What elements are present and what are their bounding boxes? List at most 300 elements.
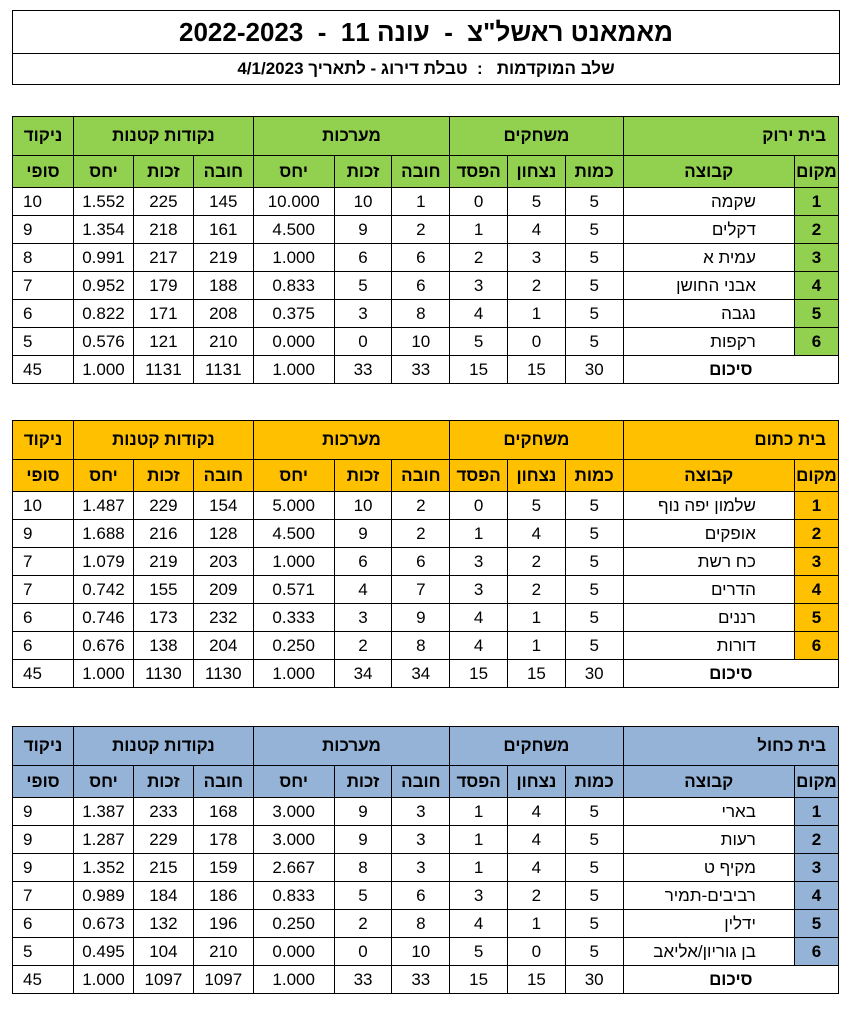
- sets-against-cell: 9: [334, 798, 392, 826]
- points-against-header: זכות: [133, 156, 193, 188]
- sets-ratio-cell: 0.571: [253, 576, 334, 604]
- played-header: כמות: [565, 460, 623, 492]
- lost-cell: 0: [450, 492, 508, 520]
- team-name-cell: ידלין: [623, 910, 794, 938]
- table-row: [13, 244, 839, 272]
- lost-cell: 3: [450, 576, 508, 604]
- points-against-header: זכות: [133, 766, 193, 798]
- final-score-cell: 8: [13, 244, 74, 272]
- team-name-cell: נגבה: [623, 300, 794, 328]
- team-name-cell: עמית א: [623, 244, 794, 272]
- sets-ratio-header: יחס: [253, 766, 334, 798]
- points-ratio-cell: 1.387: [74, 798, 134, 826]
- sets-ratio-cell: 3.000: [253, 798, 334, 826]
- won-header: נצחון: [508, 766, 566, 798]
- points-ratio-cell: 0.673: [74, 910, 134, 938]
- sets-ratio-header: יחס: [253, 156, 334, 188]
- lost-cell: 4: [450, 604, 508, 632]
- final-score-cell: 6: [13, 632, 74, 660]
- final-score-cell: 6: [13, 300, 74, 328]
- score-header-top: ניקוד: [13, 421, 74, 460]
- final-score-cell: 5: [13, 938, 74, 966]
- sets-for-cell: 6: [392, 244, 450, 272]
- total-sets-against-cell: 33: [334, 356, 392, 384]
- won-cell: 1: [508, 604, 566, 632]
- total-won-cell: 15: [508, 660, 566, 688]
- final-score-cell: 5: [13, 328, 74, 356]
- sets-for-cell: 3: [392, 826, 450, 854]
- won-header: נצחון: [508, 156, 566, 188]
- points-against-cell: 171: [133, 300, 193, 328]
- final-score-cell: 6: [13, 910, 74, 938]
- sets-against-cell: 5: [334, 272, 392, 300]
- points-for-cell: 128: [193, 520, 253, 548]
- page-title: מאמאנט ראשל"צ - עונה 11 - 2022-2023: [13, 11, 839, 54]
- points-against-cell: 217: [133, 244, 193, 272]
- sets-against-cell: 9: [334, 826, 392, 854]
- team-name-cell: רקפות: [623, 328, 794, 356]
- total-sets-ratio-cell: 1.000: [253, 966, 334, 994]
- total-label: סיכום: [623, 356, 838, 384]
- won-cell: 1: [508, 910, 566, 938]
- points-ratio-cell: 1.287: [74, 826, 134, 854]
- points-group-header: נקודות קטנות: [74, 421, 254, 460]
- won-cell: 5: [508, 188, 566, 216]
- points-against-cell: 233: [133, 798, 193, 826]
- team-name-cell: שלמון יפה נוף: [623, 492, 794, 520]
- total-lost-cell: 15: [450, 356, 508, 384]
- total-played-cell: 30: [565, 966, 623, 994]
- won-cell: 4: [508, 216, 566, 244]
- points-for-cell: 145: [193, 188, 253, 216]
- won-cell: 2: [508, 548, 566, 576]
- table-row: [13, 548, 839, 576]
- house-title: בית כתום: [623, 421, 838, 460]
- team-name-cell: דורות: [623, 632, 794, 660]
- table-row: [13, 328, 839, 356]
- sets-against-cell: 0: [334, 938, 392, 966]
- total-sets-for-cell: 33: [392, 966, 450, 994]
- score-header-bottom: סופי: [13, 156, 74, 188]
- sets-for-cell: 8: [392, 910, 450, 938]
- points-ratio-cell: 0.676: [74, 632, 134, 660]
- sets-against-cell: 4: [334, 576, 392, 604]
- won-cell: 0: [508, 938, 566, 966]
- sets-for-header: חובה: [392, 156, 450, 188]
- lost-header: הפסד: [450, 156, 508, 188]
- points-for-cell: 232: [193, 604, 253, 632]
- sets-for-cell: 6: [392, 882, 450, 910]
- points-for-cell: 168: [193, 798, 253, 826]
- total-points-against-cell: 1097: [133, 966, 193, 994]
- played-cell: 5: [565, 492, 623, 520]
- lost-cell: 5: [450, 328, 508, 356]
- sets-ratio-cell: 4.500: [253, 520, 334, 548]
- total-played-cell: 30: [565, 660, 623, 688]
- team-header: קבוצה: [623, 460, 794, 492]
- final-score-cell: 6: [13, 604, 74, 632]
- won-header: נצחון: [508, 460, 566, 492]
- lost-cell: 3: [450, 272, 508, 300]
- house-title: בית ירוק: [623, 117, 838, 156]
- total-sets-against-cell: 34: [334, 660, 392, 688]
- sets-ratio-cell: 0.000: [253, 328, 334, 356]
- sets-for-cell: 6: [392, 272, 450, 300]
- sets-ratio-cell: 0.333: [253, 604, 334, 632]
- points-ratio-cell: 0.989: [74, 882, 134, 910]
- played-cell: 5: [565, 244, 623, 272]
- sets-for-cell: 9: [392, 604, 450, 632]
- rank-cell: 2: [794, 826, 838, 854]
- total-points-for-cell: 1131: [193, 356, 253, 384]
- total-lost-cell: 15: [450, 660, 508, 688]
- lost-cell: 1: [450, 826, 508, 854]
- games-group-header: משחקים: [450, 421, 623, 460]
- table-row: [13, 604, 839, 632]
- score-header-bottom: סופי: [13, 460, 74, 492]
- points-ratio-cell: 1.079: [74, 548, 134, 576]
- won-cell: 4: [508, 520, 566, 548]
- points-for-cell: 178: [193, 826, 253, 854]
- team-header: קבוצה: [623, 766, 794, 798]
- played-cell: 5: [565, 632, 623, 660]
- points-ratio-cell: 1.352: [74, 854, 134, 882]
- sets-for-cell: 2: [392, 520, 450, 548]
- house-title: בית כחול: [623, 727, 838, 766]
- total-score-cell: 45: [13, 356, 74, 384]
- played-cell: 5: [565, 798, 623, 826]
- sets-against-cell: 6: [334, 548, 392, 576]
- lost-cell: 4: [450, 910, 508, 938]
- total-points-for-cell: 1130: [193, 660, 253, 688]
- total-sets-ratio-cell: 1.000: [253, 660, 334, 688]
- total-points-against-cell: 1131: [133, 356, 193, 384]
- sets-for-cell: 2: [392, 492, 450, 520]
- rank-cell: 3: [794, 854, 838, 882]
- final-score-cell: 10: [13, 188, 74, 216]
- rank-cell: 1: [794, 492, 838, 520]
- sets-against-header: זכות: [334, 460, 392, 492]
- sets-ratio-cell: 1.000: [253, 548, 334, 576]
- lost-cell: 4: [450, 300, 508, 328]
- points-ratio-cell: 0.576: [74, 328, 134, 356]
- total-sets-against-cell: 33: [334, 966, 392, 994]
- team-name-cell: דקלים: [623, 216, 794, 244]
- lost-header: הפסד: [450, 460, 508, 492]
- final-score-cell: 7: [13, 548, 74, 576]
- rank-cell: 4: [794, 576, 838, 604]
- played-cell: 5: [565, 548, 623, 576]
- table-row: [13, 938, 839, 966]
- team-name-cell: אבני החושן: [623, 272, 794, 300]
- points-ratio-cell: 0.746: [74, 604, 134, 632]
- points-ratio-cell: 0.495: [74, 938, 134, 966]
- won-cell: 4: [508, 854, 566, 882]
- lost-cell: 1: [450, 216, 508, 244]
- sets-ratio-cell: 0.833: [253, 272, 334, 300]
- rank-header: מקום: [794, 156, 838, 188]
- points-for-header: חובה: [193, 156, 253, 188]
- sets-ratio-cell: 0.250: [253, 632, 334, 660]
- won-cell: 3: [508, 244, 566, 272]
- table-row: [13, 854, 839, 882]
- lost-cell: 0: [450, 188, 508, 216]
- score-header-top: ניקוד: [13, 117, 74, 156]
- team-name-cell: רעות: [623, 826, 794, 854]
- standings-table: [12, 420, 839, 688]
- team-name-cell: מקיף ט: [623, 854, 794, 882]
- played-cell: 5: [565, 910, 623, 938]
- points-against-cell: 132: [133, 910, 193, 938]
- rank-cell: 5: [794, 300, 838, 328]
- points-for-cell: 219: [193, 244, 253, 272]
- sets-against-cell: 0: [334, 328, 392, 356]
- sets-for-cell: 8: [392, 632, 450, 660]
- lost-cell: 1: [450, 798, 508, 826]
- points-for-cell: 159: [193, 854, 253, 882]
- sets-group-header: מערכות: [253, 727, 449, 766]
- points-ratio-cell: 0.952: [74, 272, 134, 300]
- sets-ratio-cell: 5.000: [253, 492, 334, 520]
- played-cell: 5: [565, 882, 623, 910]
- team-name-cell: רננים: [623, 604, 794, 632]
- played-cell: 5: [565, 604, 623, 632]
- final-score-cell: 9: [13, 798, 74, 826]
- sets-for-cell: 10: [392, 938, 450, 966]
- lost-cell: 1: [450, 520, 508, 548]
- total-score-cell: 45: [13, 660, 74, 688]
- total-lost-cell: 15: [450, 966, 508, 994]
- played-header: כמות: [565, 766, 623, 798]
- total-row: [13, 356, 839, 384]
- sets-for-cell: 3: [392, 854, 450, 882]
- final-score-cell: 9: [13, 520, 74, 548]
- points-against-cell: 219: [133, 548, 193, 576]
- table-row: [13, 576, 839, 604]
- points-ratio-cell: 1.487: [74, 492, 134, 520]
- total-row: [13, 660, 839, 688]
- table-row: [13, 492, 839, 520]
- rank-cell: 1: [794, 798, 838, 826]
- points-against-cell: 225: [133, 188, 193, 216]
- final-score-cell: 9: [13, 854, 74, 882]
- table-row: [13, 798, 839, 826]
- total-won-cell: 15: [508, 966, 566, 994]
- won-cell: 2: [508, 576, 566, 604]
- games-group-header: משחקים: [450, 117, 623, 156]
- points-for-cell: 204: [193, 632, 253, 660]
- points-for-cell: 188: [193, 272, 253, 300]
- table-row: [13, 188, 839, 216]
- played-cell: 5: [565, 938, 623, 966]
- team-name-cell: בן גוריון/אליאב: [623, 938, 794, 966]
- table-row: [13, 826, 839, 854]
- total-sets-for-cell: 34: [392, 660, 450, 688]
- sets-ratio-cell: 0.833: [253, 882, 334, 910]
- team-name-cell: בארי: [623, 798, 794, 826]
- final-score-cell: 7: [13, 882, 74, 910]
- points-for-cell: 154: [193, 492, 253, 520]
- sets-ratio-cell: 0.375: [253, 300, 334, 328]
- played-cell: 5: [565, 826, 623, 854]
- lost-cell: 2: [450, 244, 508, 272]
- points-ratio-header: יחס: [74, 766, 134, 798]
- points-against-cell: 179: [133, 272, 193, 300]
- points-against-cell: 121: [133, 328, 193, 356]
- points-ratio-cell: 0.742: [74, 576, 134, 604]
- rank-cell: 2: [794, 520, 838, 548]
- rank-cell: 4: [794, 882, 838, 910]
- won-cell: 4: [508, 826, 566, 854]
- sets-ratio-header: יחס: [253, 460, 334, 492]
- sets-ratio-cell: 2.667: [253, 854, 334, 882]
- table-row: [13, 632, 839, 660]
- won-cell: 4: [508, 798, 566, 826]
- played-cell: 5: [565, 854, 623, 882]
- score-header-top: ניקוד: [13, 727, 74, 766]
- points-for-cell: 186: [193, 882, 253, 910]
- points-ratio-header: יחס: [74, 460, 134, 492]
- points-against-cell: 184: [133, 882, 193, 910]
- sets-for-cell: 6: [392, 548, 450, 576]
- points-for-cell: 161: [193, 216, 253, 244]
- rank-cell: 6: [794, 938, 838, 966]
- points-ratio-cell: 1.354: [74, 216, 134, 244]
- page-subtitle: שלב המוקדמות : טבלת דירוג - לתאריך 4/1/2023: [237, 59, 615, 78]
- rank-cell: 2: [794, 216, 838, 244]
- sets-against-cell: 9: [334, 216, 392, 244]
- sets-ratio-cell: 10.000: [253, 188, 334, 216]
- sets-for-header: חובה: [392, 460, 450, 492]
- table-row: [13, 910, 839, 938]
- total-points-against-cell: 1130: [133, 660, 193, 688]
- standings-table: [12, 726, 839, 994]
- sets-against-header: זכות: [334, 156, 392, 188]
- played-cell: 5: [565, 576, 623, 604]
- rank-cell: 6: [794, 632, 838, 660]
- total-points-ratio-cell: 1.000: [74, 660, 134, 688]
- lost-cell: 4: [450, 632, 508, 660]
- sets-against-cell: 9: [334, 520, 392, 548]
- total-played-cell: 30: [565, 356, 623, 384]
- sets-group-header: מערכות: [253, 117, 449, 156]
- table-row: [13, 216, 839, 244]
- sets-against-cell: 2: [334, 910, 392, 938]
- points-group-header: נקודות קטנות: [74, 117, 254, 156]
- sets-ratio-cell: 3.000: [253, 826, 334, 854]
- won-cell: 1: [508, 632, 566, 660]
- sets-for-cell: 8: [392, 300, 450, 328]
- rank-cell: 5: [794, 604, 838, 632]
- sets-against-header: זכות: [334, 766, 392, 798]
- final-score-cell: 10: [13, 492, 74, 520]
- lost-cell: 1: [450, 854, 508, 882]
- points-against-cell: 155: [133, 576, 193, 604]
- rank-cell: 3: [794, 548, 838, 576]
- rank-cell: 1: [794, 188, 838, 216]
- sets-against-cell: 5: [334, 882, 392, 910]
- rank-cell: 5: [794, 910, 838, 938]
- won-cell: 2: [508, 882, 566, 910]
- won-cell: 5: [508, 492, 566, 520]
- sets-against-cell: 3: [334, 604, 392, 632]
- points-against-cell: 218: [133, 216, 193, 244]
- total-points-ratio-cell: 1.000: [74, 356, 134, 384]
- games-group-header: משחקים: [450, 727, 623, 766]
- points-against-cell: 215: [133, 854, 193, 882]
- won-cell: 2: [508, 272, 566, 300]
- points-group-header: נקודות קטנות: [74, 727, 254, 766]
- points-for-header: חובה: [193, 460, 253, 492]
- points-for-cell: 209: [193, 576, 253, 604]
- total-points-ratio-cell: 1.000: [74, 966, 134, 994]
- rank-cell: 4: [794, 272, 838, 300]
- report-title-box: [12, 10, 840, 85]
- lost-header: הפסד: [450, 766, 508, 798]
- sets-for-cell: 3: [392, 798, 450, 826]
- total-won-cell: 15: [508, 356, 566, 384]
- final-score-cell: 7: [13, 272, 74, 300]
- rank-header: מקום: [794, 460, 838, 492]
- sets-ratio-cell: 1.000: [253, 244, 334, 272]
- sets-against-cell: 3: [334, 300, 392, 328]
- sets-group-header: מערכות: [253, 421, 449, 460]
- points-against-cell: 138: [133, 632, 193, 660]
- final-score-cell: 9: [13, 826, 74, 854]
- points-ratio-cell: 0.822: [74, 300, 134, 328]
- played-cell: 5: [565, 188, 623, 216]
- lost-cell: 5: [450, 938, 508, 966]
- points-ratio-cell: 1.552: [74, 188, 134, 216]
- points-ratio-cell: 1.688: [74, 520, 134, 548]
- sets-for-cell: 7: [392, 576, 450, 604]
- sets-ratio-cell: 0.000: [253, 938, 334, 966]
- sets-against-cell: 10: [334, 492, 392, 520]
- sets-for-cell: 10: [392, 328, 450, 356]
- points-for-header: חובה: [193, 766, 253, 798]
- team-header: קבוצה: [623, 156, 794, 188]
- team-name-cell: כח רשת: [623, 548, 794, 576]
- score-header-bottom: סופי: [13, 766, 74, 798]
- standings-table: [12, 116, 839, 384]
- team-name-cell: שקמה: [623, 188, 794, 216]
- points-ratio-cell: 0.991: [74, 244, 134, 272]
- sets-ratio-cell: 4.500: [253, 216, 334, 244]
- points-against-cell: 229: [133, 826, 193, 854]
- table-row: [13, 300, 839, 328]
- points-for-cell: 196: [193, 910, 253, 938]
- sets-for-cell: 1: [392, 188, 450, 216]
- rank-header: מקום: [794, 766, 838, 798]
- team-name-cell: אופקים: [623, 520, 794, 548]
- played-cell: 5: [565, 328, 623, 356]
- points-against-cell: 216: [133, 520, 193, 548]
- won-cell: 1: [508, 300, 566, 328]
- final-score-cell: 7: [13, 576, 74, 604]
- played-cell: 5: [565, 216, 623, 244]
- sets-ratio-cell: 0.250: [253, 910, 334, 938]
- sets-against-cell: 2: [334, 632, 392, 660]
- rank-cell: 3: [794, 244, 838, 272]
- points-for-cell: 210: [193, 938, 253, 966]
- points-against-cell: 173: [133, 604, 193, 632]
- sets-for-cell: 2: [392, 216, 450, 244]
- points-for-cell: 203: [193, 548, 253, 576]
- points-ratio-header: יחס: [74, 156, 134, 188]
- table-row: [13, 520, 839, 548]
- team-name-cell: הדרים: [623, 576, 794, 604]
- played-cell: 5: [565, 272, 623, 300]
